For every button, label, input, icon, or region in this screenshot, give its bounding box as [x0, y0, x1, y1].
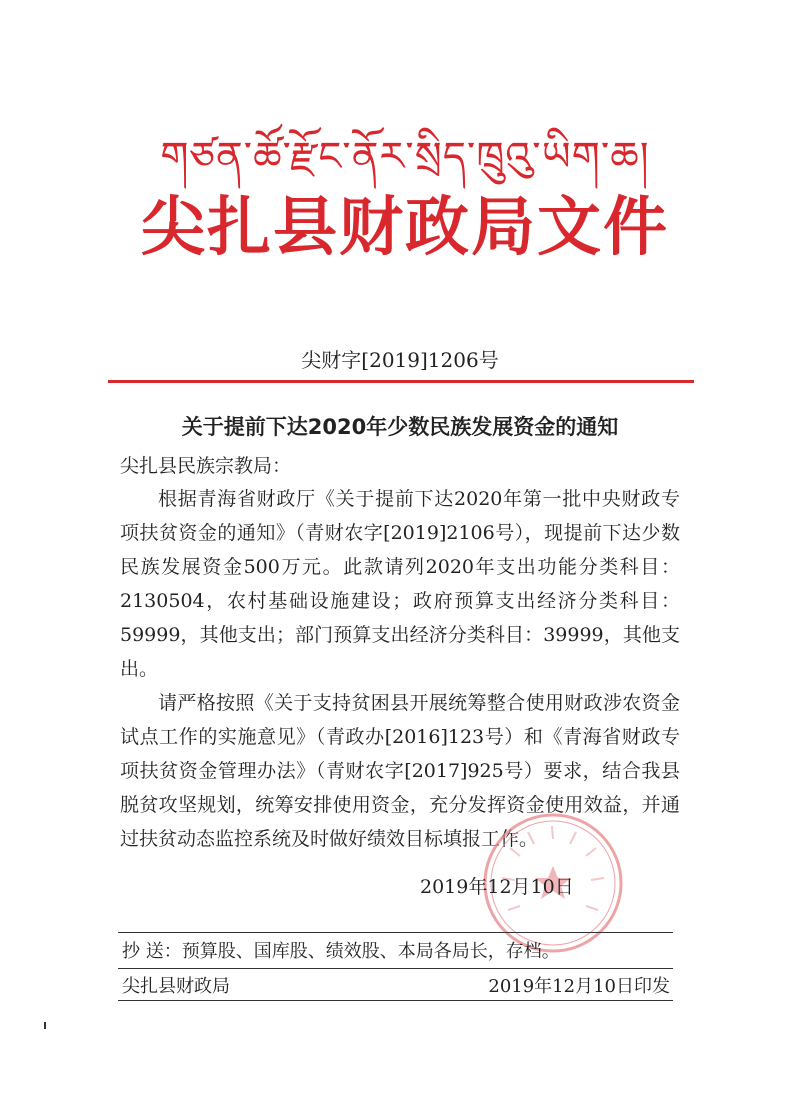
notice-date: 2019年12月10日	[420, 876, 574, 898]
footer-rule-middle	[118, 968, 673, 969]
cc-line: 抄 送：预算股、国库股、绩效股、本局各局长，存档。	[122, 941, 560, 962]
issuer-line	[122, 973, 670, 1001]
document-number: 尖财字[2019]1206号	[301, 348, 499, 372]
footer-rule-top	[118, 932, 673, 933]
recipient: 尖扎县民族宗教局：	[120, 455, 292, 477]
body-paragraph: 请严格按照《关于支持贫困县开展统筹整合使用财政涉农资金试点工作的实施意见》（青政办[2016]123号）和《青海省财政专项扶贫资金管理办法》（青财农字[2017]925号）要求，结合我县脱贫攻坚规划，统筹安排使用资金，充分发挥资金使用效益，并通过扶贫动态监控系统及时做好绩效目标填报工作。	[120, 692, 680, 850]
notice-body	[120, 482, 680, 856]
print-date: 2019年12月10日印发	[488, 976, 670, 997]
issuer-name: 尖扎县财政局	[122, 976, 230, 997]
scan-mark	[44, 1022, 46, 1029]
red-divider	[108, 380, 694, 383]
document-header-title: 尖扎县财政局文件	[141, 191, 669, 265]
body-paragraph: 根据青海省财政厅《关于提前下达2020年第一批中央财政专项扶贫资金的通知》（青财农字[2019]2106号），现提前下达少数民族发展资金500万元。此款请列2020年支出功能分类科目：2130504，农村基础设施建设；政府预算支出经济分类科目：59999，其他支出；部门预算支出经济分类科目：39999，其他支出。	[120, 488, 680, 680]
footer-rule-bottom	[118, 1000, 673, 1001]
tibetan-title: གཙན་ཚོ་རྫོང་ནོར་སྲིད་ཁྲུའུ་ཡིག་ཆ།	[160, 134, 650, 180]
notice-title: 关于提前下达2020年少数民族发展资金的通知	[181, 415, 619, 439]
